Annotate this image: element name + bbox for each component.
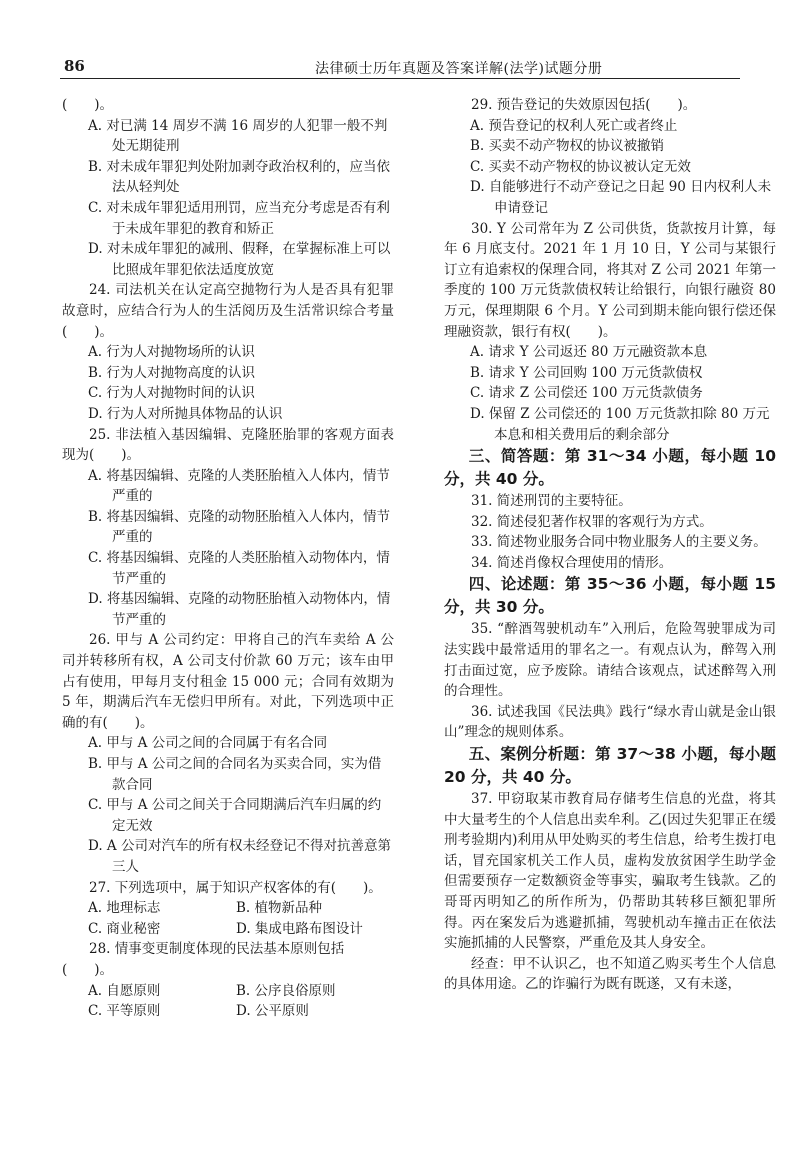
q27-option-b: B. 植物新品种 [236,900,323,917]
question-29: 29. 预告登记的失效原因包括( )。 [471,97,697,113]
q37-investigation-fact: 经查：甲不认识乙，也不知道乙购买考生个人信息的具体用途。乙的诈骗行为既有既遂，又有未遂， [444,955,776,993]
q23-option-c: C. 对未成年罪犯适用刑罚，应当充分考虑是否有利于未成年罪犯的教育和矫正 [88,199,390,237]
q28-option-c: C. 平等原则 [88,1003,161,1020]
question-34: 34. 简述肖像权合理使用的情形。 [471,554,673,571]
section-4-heading: 四、论述题：第 35～36 小题，每小题 15 分，共 30 分。 [444,575,776,617]
q23-tail: ( )。 [62,97,114,113]
q28-tail: ( )。 [62,961,114,978]
question-25: 25. 非法植入基因编辑、克隆胚胎罪的客观方面表现为( )。 [62,426,394,464]
q23-option-a: A. 对已满 14 周岁不满 16 周岁的人犯罪一般不判处无期徒刑 [88,117,388,155]
section-5-heading: 五、案例分析题：第 37～38 小题，每小题 20 分，共 40 分。 [444,745,776,787]
q28-options-row-1 [62,981,394,1002]
q26-option-c: C. 甲与 A 公司之间关于合同期满后汽车归属的约定无效 [88,797,382,834]
q29-option-b: B. 买卖不动产物权的协议被撤销 [470,138,665,155]
question-26: 26. 甲与 A 公司约定：甲将自己的汽车卖给 A 公司并转移所有权，A 公司支付价款 60 万元；该车由甲占有使用，甲每月支付租金 15 000 元；合同有效期为 5 年，期满后汽车无偿归甲所有。对此，下列选项中正确的有( )。 [62,632,394,731]
right-column [444,95,776,995]
q30-option-d: D. 保留 Z 公司偿还的 100 万元货款扣除 80 万元本息和相关费用后的剩余部分 [470,405,770,443]
q27-option-d: D. 集成电路布图设计 [236,920,363,937]
q24-option-a: A. 行为人对抛物场所的认识 [88,344,255,361]
q25-option-b: B. 将基因编辑、克隆的动物胚胎植入人体内，情节严重的 [88,508,391,546]
page-header [60,56,740,79]
question-32: 32. 简述侵犯著作权罪的客观行为方式。 [471,513,713,530]
q25-option-d: D. 将基因编辑、克隆的动物胚胎植入动物体内，情节严重的 [88,591,391,628]
question-27: 27. 下列选项中，属于知识产权客体的有( )。 [89,879,382,896]
q29-option-d: D. 自能够进行不动产登记之日起 90 日内权利人未申请登记 [470,179,772,216]
section-3-heading: 三、简答题：第 31～34 小题，每小题 10 分，共 40 分。 [444,447,776,489]
q30-option-a: A. 请求 Y 公司返还 80 万元融资款本息 [470,344,708,361]
q30-option-b: B. 请求 Y 公司回购 100 万元货款债权 [470,364,703,381]
q25-option-a: A. 将基因编辑、克隆的人类胚胎植入人体内，情节严重的 [88,467,390,505]
q27-options-row-2 [62,919,394,940]
q29-option-c: C. 买卖不动产物权的协议被认定无效 [470,158,691,175]
question-30: 30. Y 公司常年为 Z 公司供货，货款按月计算，每年 6 月底支付。2021 年 1 月 10 日，Y 公司与某银行订立有追索权的保理合同，将其对 Z 公司 2021 年第一季度的 100 万元货款债权转让给银行，向银行融资 80 万元，保理期限 6 个月。Y 公司到期未能向银行偿还保理融资款，银行有权( )。 [444,220,776,340]
q29-option-a: A. 预告登记的权利人死亡或者终止 [470,117,678,134]
q24-option-b: B. 行为人对抛物高度的认识 [88,364,256,381]
q23-option-b: B. 对未成年罪犯判处附加剥夺政治权利的，应当依法从轻判处 [88,158,391,196]
question-31: 31. 简述刑罚的主要特征。 [471,493,632,510]
q23-option-d: D. 对未成年罪犯的减刑、假释，在掌握标准上可以比照成年罪犯依法适度放宽 [88,241,391,278]
left-column [62,95,394,1022]
page-number: 86 [64,57,85,75]
q24-option-c: C. 行为人对抛物时间的认识 [88,385,255,402]
q28-options-row-2 [62,1001,394,1022]
q28-option-a: A. 自愿原则 [88,982,161,999]
question-28: 28. 情事变更制度体现的民法基本原则包括 [89,941,345,958]
q30-option-c: C. 请求 Z 公司偿还 100 万元货款债务 [470,385,703,402]
question-33: 33. 简述物业服务合同中物业服务人的主要义务。 [471,534,767,551]
q24-option-d: D. 行为人对所抛具体物品的认识 [88,405,283,422]
question-24: 24. 司法机关在认定高空抛物行为人是否具有犯罪故意时，应结合行为人的生活阅历及生活常识综合考量( )。 [62,282,394,340]
q26-option-a: A. 甲与 A 公司之间的合同属于有名合同 [88,735,328,752]
question-37: 37. 甲窃取某市教育局存储考生信息的光盘，将其中大量考生的个人信息出卖牟利。乙(因过失犯罪正在缓刑考验期内)利用从甲处购买的考生信息，给考生拨打电话，冒充国家机关工作人员，虚构发放贫困学生助学金但需要预存一定数额资金等事实，骗取考生钱款。乙的哥哥丙明知乙的所作所为，仍帮助其转移巨额犯罪所得。丙在案发后为逃避抓捕，驾驶机动车撞击正在依法实施抓捕的人民警察，严重危及其人身安全。 [444,791,776,952]
question-36: 36. 试述我国《民法典》践行“绿水青山就是金山银山”理念的规则体系。 [444,703,776,741]
question-35: 35. “醉酒驾驶机动车”入刑后，危险驾驶罪成为司法实践中最常适用的罪名之一。有观点认为，醉驾入刑打击面过宽，应予废除。请结合该观点，试述醉驾入刑的合理性。 [444,621,776,700]
q26-option-d: D. A 公司对汽车的所有权未经登记不得对抗善意第三人 [88,838,391,875]
q27-option-c: C. 商业秘密 [88,920,161,937]
book-title: 法律硕士历年真题及答案详解(法学)试题分册 [315,61,603,77]
q28-option-b: B. 公序良俗原则 [236,982,336,999]
q28-option-d: D. 公平原则 [236,1003,309,1020]
q26-option-b: B. 甲与 A 公司之间的合同名为买卖合同，实为借款合同 [88,756,382,793]
q27-option-a: A. 地理标志 [88,900,161,917]
q27-options-row-1 [62,898,394,919]
q25-option-c: C. 将基因编辑、克隆的人类胚胎植入动物体内，情节严重的 [88,550,390,587]
